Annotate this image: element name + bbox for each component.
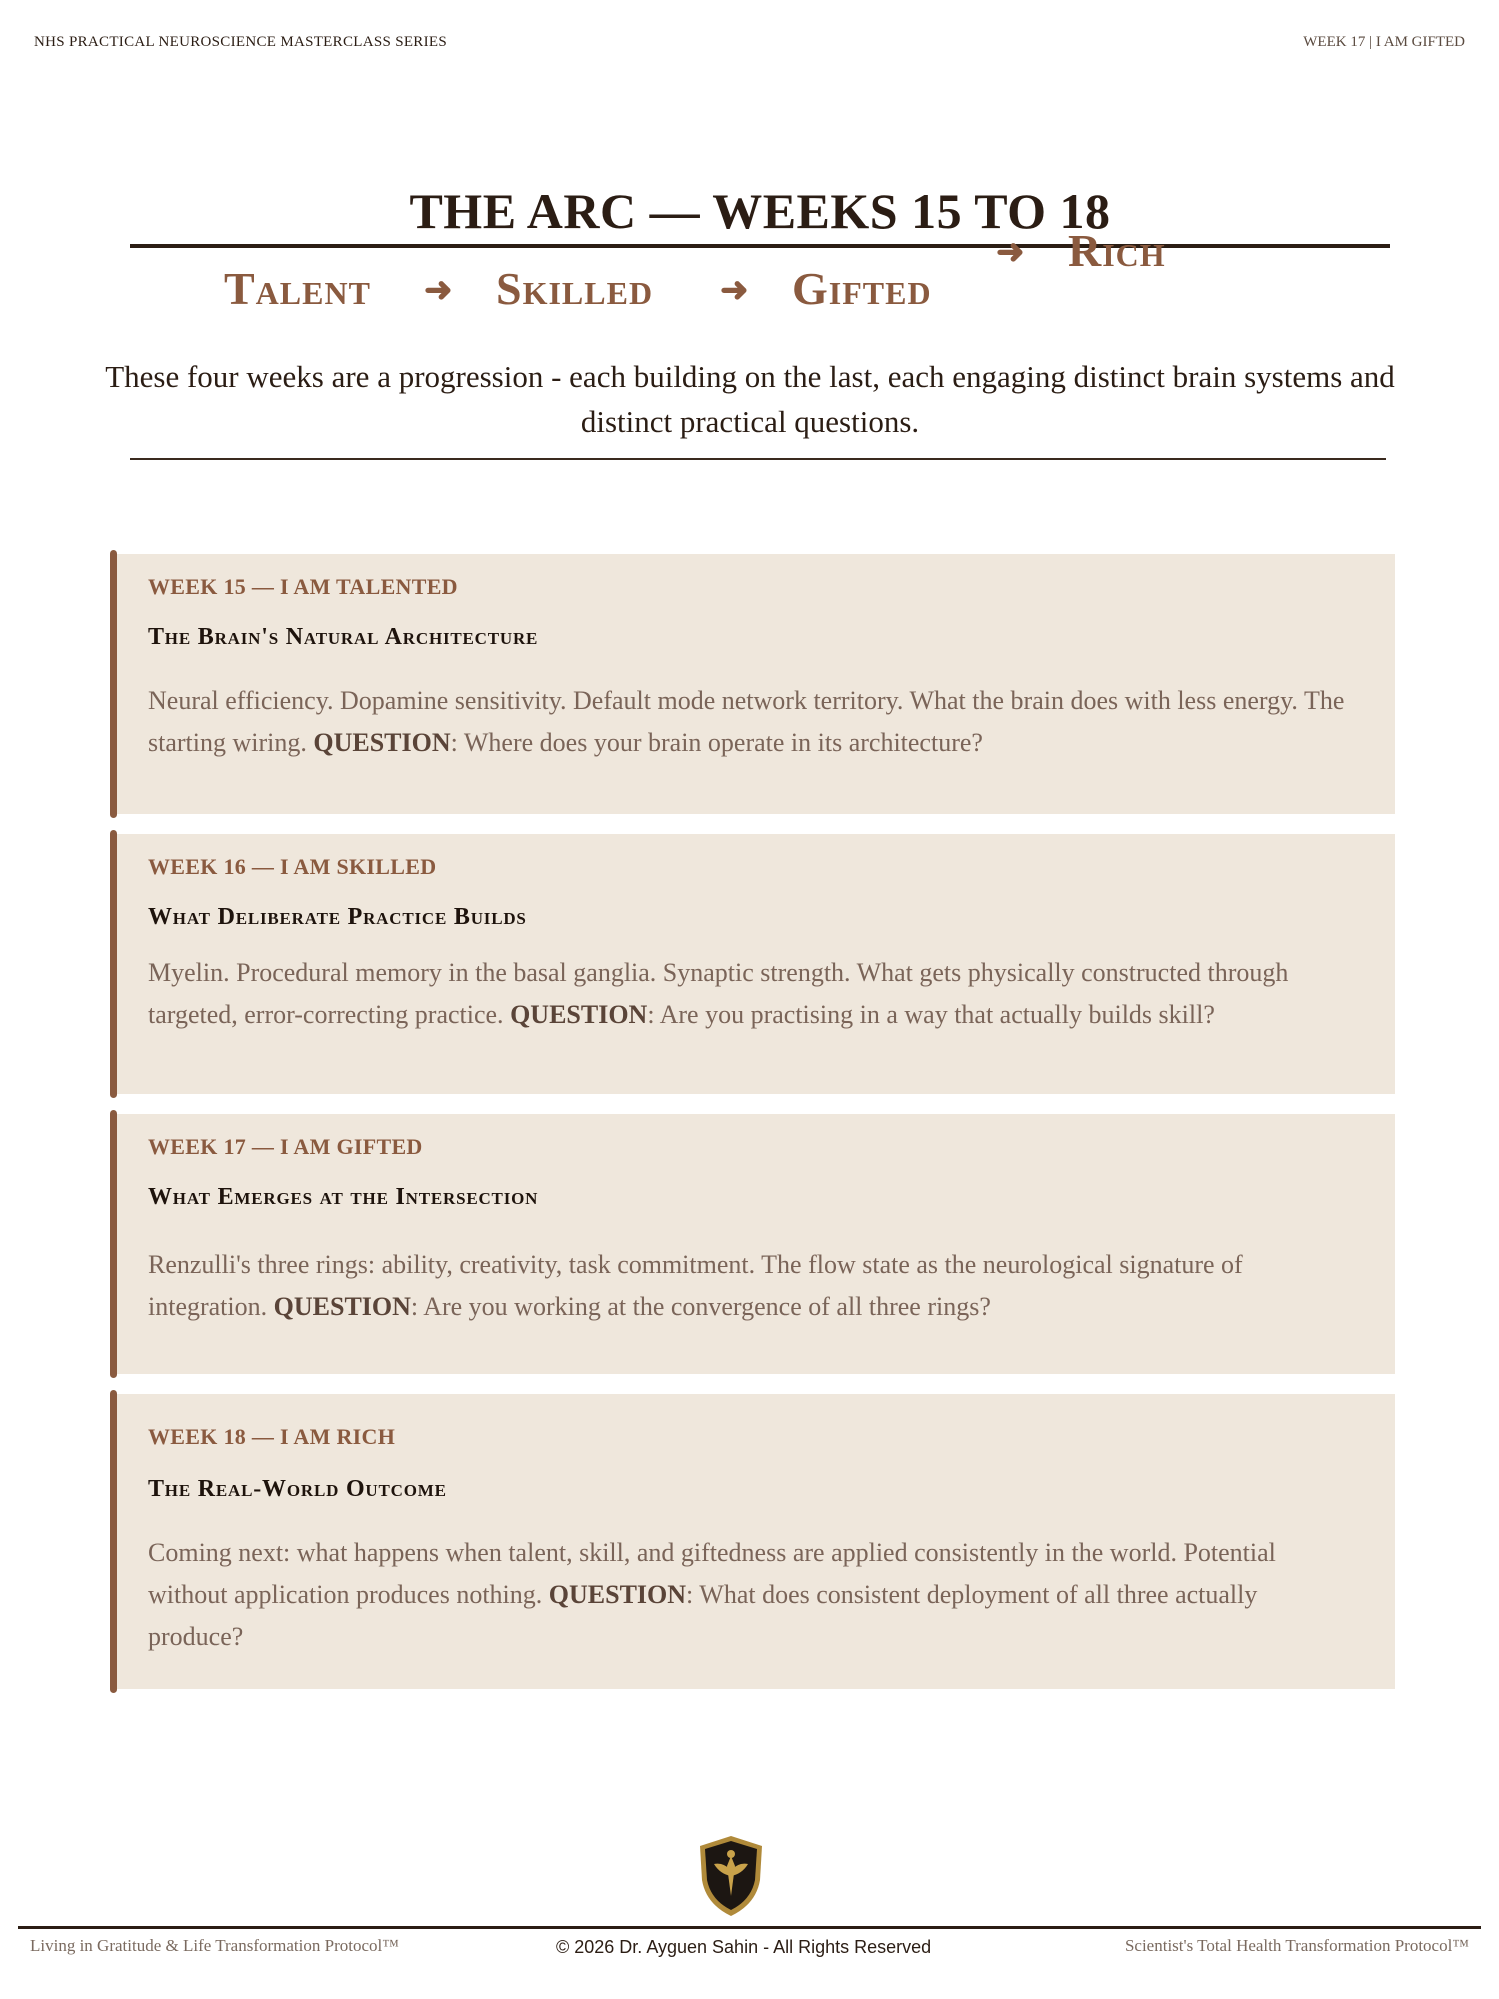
- week-card-18: [110, 1394, 1395, 1689]
- progression-gifted: Gifted: [792, 263, 932, 314]
- progression-rich: Rich: [1068, 225, 1166, 276]
- arrow-right-icon: ➜: [424, 272, 453, 309]
- progression-skilled: Skilled: [496, 263, 654, 314]
- card-accent-bar: [110, 830, 117, 1098]
- card-body: Myelin. Procedural memory in the basal ganglia. Synaptic strength. What gets physically constructed through targeted, error-correcting practice. QUESTION: Are you practising in a way that actually builds skill?: [148, 958, 1289, 1029]
- week-card-15: [110, 554, 1395, 814]
- progression-talent: Talent: [224, 263, 371, 314]
- question-label: QUESTION: [548, 1580, 687, 1609]
- card-title: The Real-World Outcome: [148, 1476, 447, 1502]
- card-body: Neural efficiency. Dopamine sensitivity. Default mode network territory. What the brain does with less energy. The starting wiring. QUESTION: Where does your brain operate in its architecture?: [148, 686, 1345, 757]
- card-accent-bar: [110, 1110, 117, 1378]
- title-divider: [130, 244, 1390, 248]
- question-label: QUESTION: [313, 728, 451, 757]
- card-title: What Emerges at the Intersection: [148, 1184, 539, 1210]
- footer-right-text: Scientist's Total Health Transformation Protocol™: [1124, 1936, 1469, 1955]
- header-series-title: NHS PRACTICAL NEUROSCIENCE MASTERCLASS SERIES: [34, 34, 447, 50]
- card-week-label: WEEK 16 — I AM SKILLED: [148, 854, 437, 879]
- footer-left-text: Living in Gratitude & Life Transformation Protocol™: [30, 1936, 399, 1955]
- header-week-label: WEEK 17 | I AM GIFTED: [1303, 34, 1465, 50]
- footer-divider: [18, 1926, 1481, 1929]
- intro-divider: [130, 458, 1386, 460]
- card-body: Renzulli's three rings: ability, creativity, task commitment. The flow state as the neurological signature of integration. QUESTION: Are you working at the convergence of all three rings?: [148, 1250, 1243, 1321]
- question-label: QUESTION: [273, 1292, 411, 1321]
- card-week-label: WEEK 18 — I AM RICH: [148, 1424, 396, 1449]
- arrow-right-icon: ➜: [720, 272, 749, 309]
- card-title: What Deliberate Practice Builds: [148, 904, 527, 930]
- card-week-label: WEEK 17 — I AM GIFTED: [148, 1134, 423, 1159]
- card-body: Coming next: what happens when talent, skill, and giftedness are applied consistently in the world. Potential without application produces nothing. QUESTION: What does consistent deployment of all three actually produce?: [148, 1538, 1276, 1651]
- intro-paragraph: These four weeks are a progression - each building on the last, each engaging distinct brain systems and distinct practical questions.: [105, 359, 1395, 439]
- week-card-17: [110, 1114, 1395, 1374]
- card-week-label: WEEK 15 — I AM TALENTED: [148, 574, 458, 599]
- card-title: The Brain's Natural Architecture: [148, 624, 539, 650]
- question-label: QUESTION: [510, 1000, 648, 1029]
- card-accent-bar: [110, 550, 117, 818]
- footer-copyright: © 2026 Dr. Ayguen Sahin - All Rights Reserved: [556, 1937, 932, 1957]
- card-accent-bar: [110, 1390, 117, 1693]
- week-card-16: [110, 834, 1395, 1094]
- arrow-right-icon: ➜: [996, 234, 1025, 271]
- shield-emblem-icon: [696, 1834, 766, 1918]
- page-title: THE ARC — WEEKS 15 TO 18: [409, 183, 1111, 239]
